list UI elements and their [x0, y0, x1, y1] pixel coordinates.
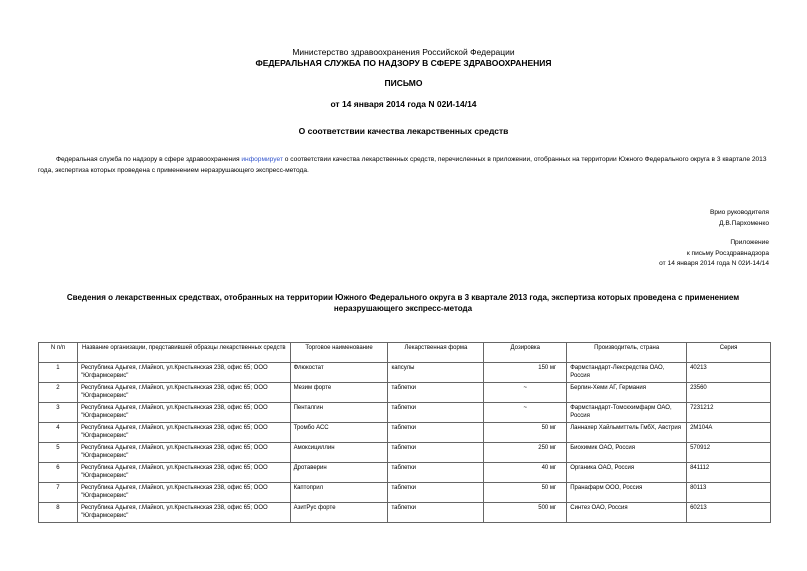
cell-form: таблетки	[388, 463, 484, 483]
cell-num: 2	[39, 383, 78, 403]
cell-series: 2М104А	[687, 423, 771, 443]
cell-org: Республика Адыгея, г.Майкоп, ул.Крестьянская 238, офис 65; ООО "Югфармсервис"	[77, 383, 290, 403]
ministry-title: Министерство здравоохранения Российской Федерации	[292, 47, 515, 57]
col-header-org: Название организации, представившей образцы лекарственных средств	[77, 343, 290, 363]
cell-form: таблетки	[388, 483, 484, 503]
table-row	[39, 383, 771, 403]
cell-org: Республика Адыгея, г.Майкоп, ул.Крестьянская 238, офис 65; ООО "Югфармсервис"	[77, 443, 290, 463]
cell-series: 60213	[687, 503, 771, 523]
cell-series: 570912	[687, 443, 771, 463]
cell-org: Республика Адыгея, г.Майкоп, ул.Крестьянская 238, офис 65; ООО "Югфармсервис"	[77, 463, 290, 483]
cell-trade-name: Флюкостат	[290, 363, 388, 383]
table-row	[39, 403, 771, 423]
cell-manufacturer: Фармстандарт-Томскхимфарм ОАО, Россия	[567, 403, 687, 423]
cell-num: 4	[39, 423, 78, 443]
signature-role: Врио руководителя	[709, 209, 769, 216]
cell-org: Республика Адыгея, г.Майкоп, ул.Крестьянская 238, офис 65; ООО "Югфармсервис"	[77, 403, 290, 423]
cell-form: таблетки	[388, 443, 484, 463]
cell-num: 7	[39, 483, 78, 503]
body-text-start: Федеральная служба по надзору в сфере здравоохранения	[56, 156, 242, 163]
cell-dose: 40 мг	[484, 463, 567, 483]
cell-manufacturer: Пранафарм ООО, Россия	[567, 483, 687, 503]
col-header-num: N п/п	[39, 343, 78, 363]
doc-type: ПИСЬМО	[384, 78, 423, 88]
cell-series: 7231212	[687, 403, 771, 423]
cell-dose: 150 мг	[484, 363, 567, 383]
col-header-series: Серия	[687, 343, 771, 363]
body-text-end: о соответствии качества лекарственных средств, перечисленных в приложении, отобранных на территории Южного Федерального округа в 3 квартале 2013 года, экспертиза которых проведена с применением неразрушающего экспресс-метода.	[38, 156, 767, 174]
table-row	[39, 483, 771, 503]
date-line: от 14 января 2014 года N 02И-14/14	[330, 99, 477, 109]
medicines-table	[38, 342, 771, 523]
cell-trade-name: Пенталгин	[290, 403, 388, 423]
cell-org: Республика Адыгея, г.Майкоп, ул.Крестьянская 238, офис 65; ООО "Югфармсервис"	[77, 503, 290, 523]
cell-manufacturer: Биохимик ОАО, Россия	[567, 443, 687, 463]
table-row	[39, 463, 771, 483]
cell-dose: 50 мг	[484, 423, 567, 443]
appendix-block	[659, 238, 769, 270]
cell-num: 8	[39, 503, 78, 523]
appendix-date: от 14 января 2014 года N 02И-14/14	[659, 260, 769, 267]
table-row	[39, 423, 771, 443]
cell-org: Республика Адыгея, г.Майкоп, ул.Крестьянская 238, офис 65; ООО "Югфармсервис"	[77, 483, 290, 503]
cell-trade-name: Тромбо АСС	[290, 423, 388, 443]
cell-num: 6	[39, 463, 78, 483]
table-row	[39, 363, 771, 383]
body-paragraph	[38, 154, 768, 176]
cell-num: 1	[39, 363, 78, 383]
cell-dose: 50 мг	[484, 483, 567, 503]
appendix-label: Приложение	[730, 239, 769, 246]
cell-series: 841112	[687, 463, 771, 483]
table-title: Сведения о лекарственных средствах, отобранных на территории Южного Федерального округа в 3 квартале 2013 года, экспертиза которых проведена с применением неразрушающего экспресс-метода	[66, 293, 740, 313]
cell-series: 40213	[687, 363, 771, 383]
cell-manufacturer: Синтез ОАО, Россия	[567, 503, 687, 523]
cell-series: 80113	[687, 483, 771, 503]
subject-title: О соответствии качества лекарственных средств	[298, 126, 509, 136]
cell-form: капсулы	[388, 363, 484, 383]
cell-trade-name: Мезим форте	[290, 383, 388, 403]
cell-org: Республика Адыгея, г.Майкоп, ул.Крестьянская 238, офис 65; ООО "Югфармсервис"	[77, 363, 290, 383]
table-header-row	[39, 343, 771, 363]
service-title: ФЕДЕРАЛЬНАЯ СЛУЖБА ПО НАДЗОРУ В СФЕРЕ ЗДРАВООХРАНЕНИЯ	[255, 58, 552, 68]
cell-trade-name: Дротаверин	[290, 463, 388, 483]
cell-manufacturer: Фармстандарт-Лексредства ОАО, Россия	[567, 363, 687, 383]
signature-name: Д.В.Пархоменко	[719, 219, 769, 227]
appendix-ref: к письму Росздравнадзора	[686, 249, 769, 257]
cell-manufacturer: Берлин-Хеми АГ, Германия	[567, 383, 687, 403]
signature-block	[710, 208, 769, 229]
cell-dose: 250 мг	[484, 443, 567, 463]
col-header-dose: Дозировка	[484, 343, 567, 363]
cell-form: таблетки	[388, 383, 484, 403]
cell-form: таблетки	[388, 503, 484, 523]
table-row	[39, 443, 771, 463]
cell-form: таблетки	[388, 423, 484, 443]
cell-trade-name: Каптоприл	[290, 483, 388, 503]
col-header-manufacturer: Производитель, страна	[567, 343, 687, 363]
col-header-form: Лекарственная форма	[388, 343, 484, 363]
table-row	[39, 503, 771, 523]
cell-org: Республика Адыгея, г.Майкоп, ул.Крестьянская 238, офис 65; ООО "Югфармсервис"	[77, 423, 290, 443]
cell-dose: 500 мг	[484, 503, 567, 523]
cell-dose: ~	[484, 403, 567, 423]
cell-manufacturer: Органика ОАО, Россия	[567, 463, 687, 483]
cell-num: 5	[39, 443, 78, 463]
cell-trade-name: Амоксициллин	[290, 443, 388, 463]
cell-num: 3	[39, 403, 78, 423]
informs-link[interactable]: информирует	[241, 156, 283, 163]
col-header-trade-name: Торговое наименование	[290, 343, 388, 363]
cell-form: таблетки	[388, 403, 484, 423]
cell-dose: ~	[484, 383, 567, 403]
cell-manufacturer: Ланнахер Хайльмиттель ГмбХ, Австрия	[567, 423, 687, 443]
cell-trade-name: АзитРус форте	[290, 503, 388, 523]
cell-series: 23560	[687, 383, 771, 403]
